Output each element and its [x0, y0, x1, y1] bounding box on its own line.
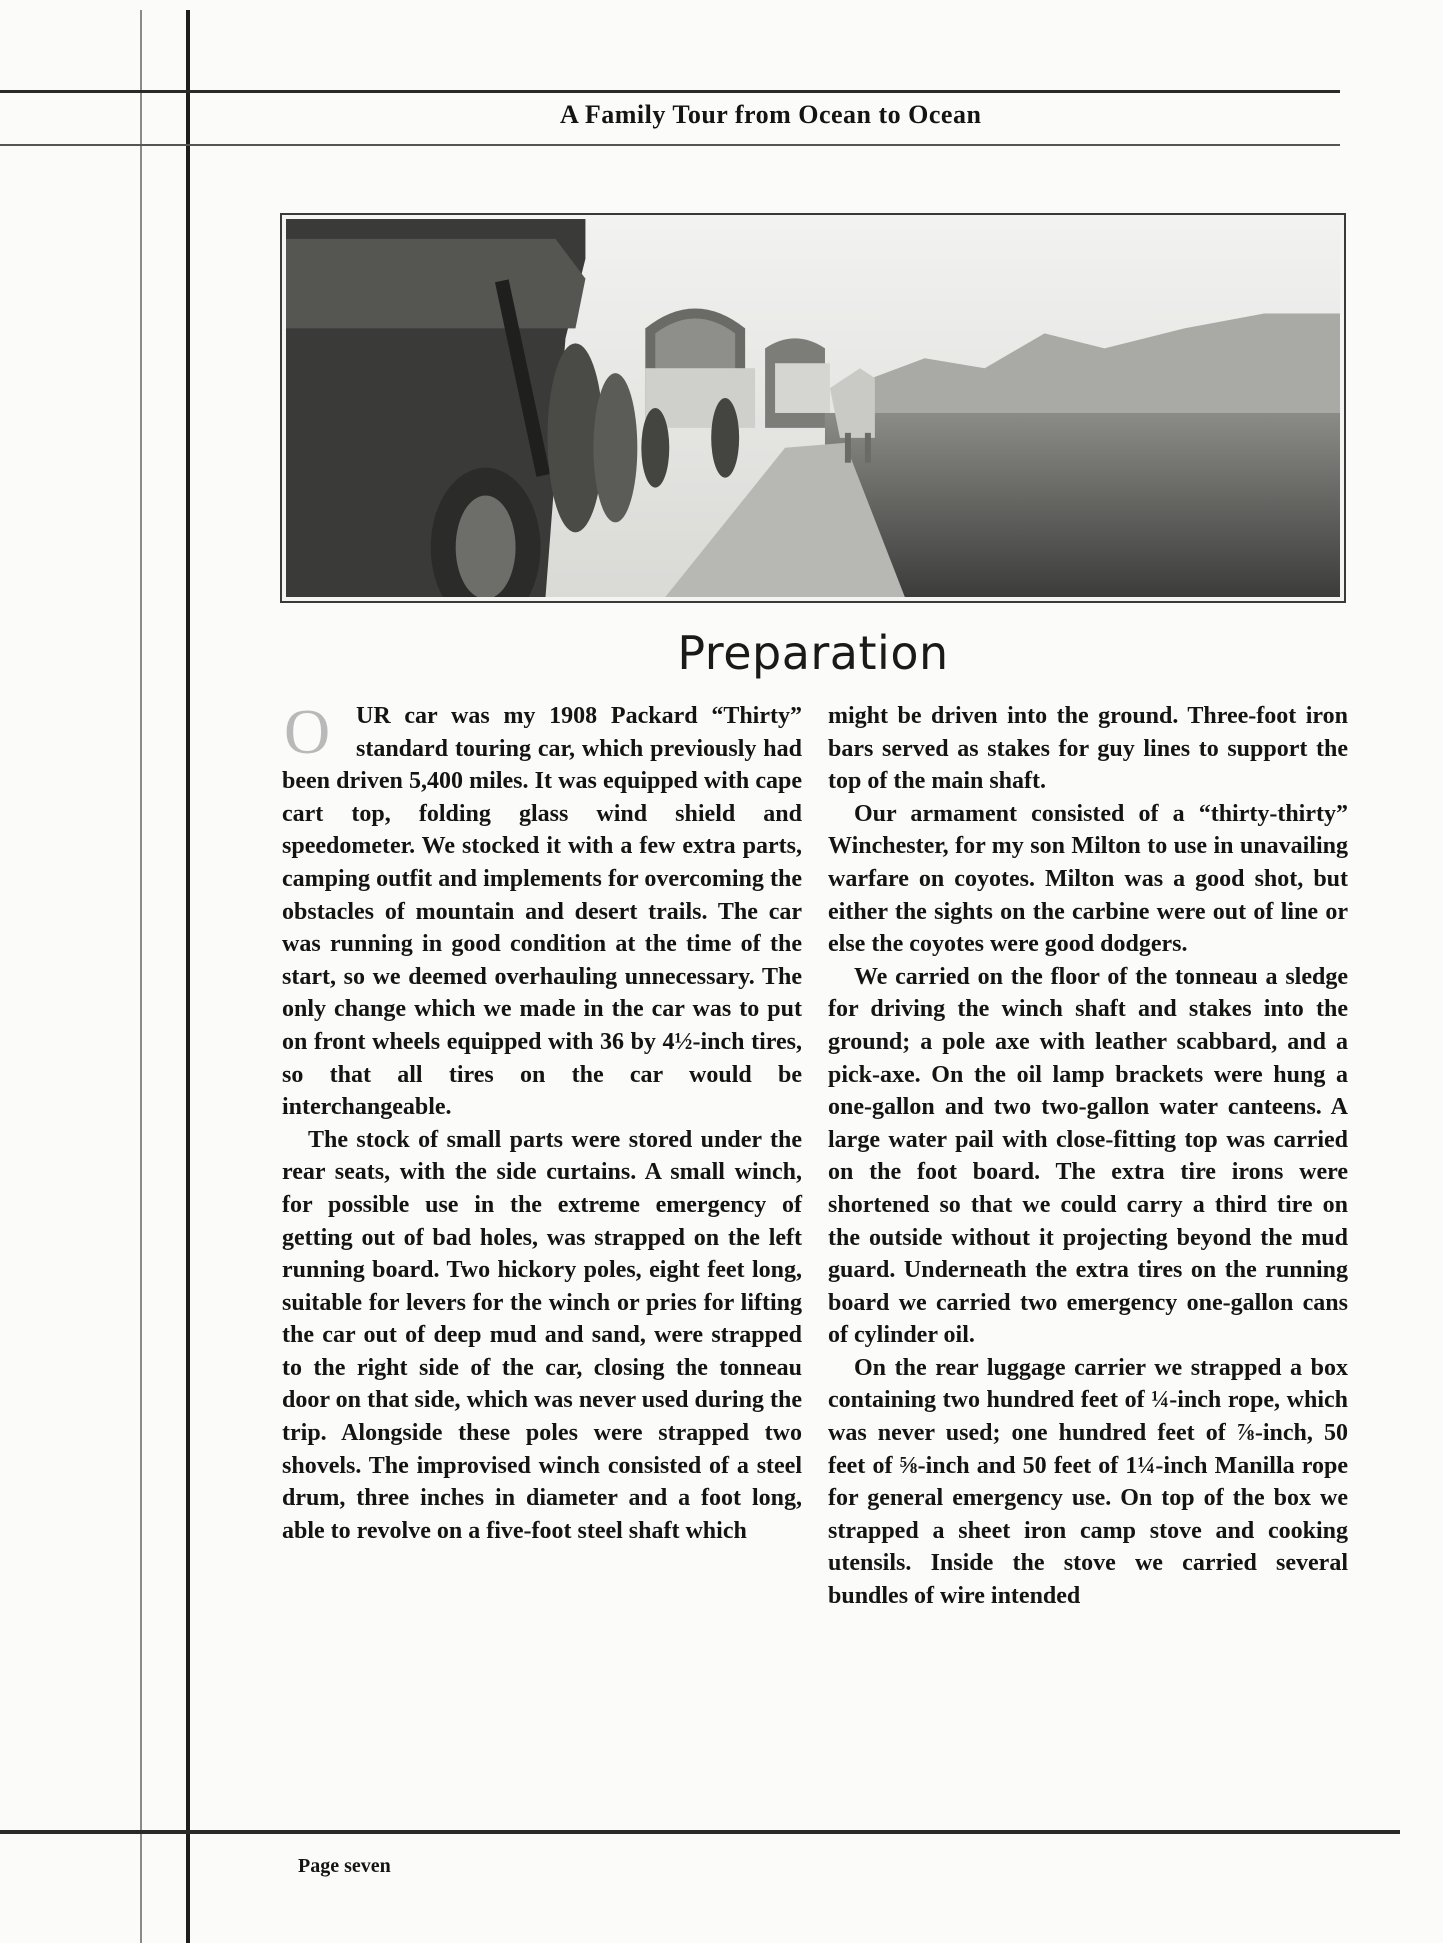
article-title: Preparation [677, 626, 949, 680]
paragraph: UR car was my 1908 Packard “Thirty” standard touring car, which previously had been driven 5,400 miles. It was equipped with cape cart top, folding glass wind shield and speedometer. We stocked it with a few extra parts, camping outfit and implements for overcoming the obstacles of mountain and desert trails. The car was running in good condition at the time of the start, so we deemed overhauling unnecessary. The only change which we made in the car was to put on front wheels equipped with 36 by 4½-inch tires, so that all tires on the car would be interchangeable. [282, 703, 802, 1121]
header-rule-bottom [0, 144, 1340, 146]
paragraph: might be driven into the ground. Three-foot iron bars served as stakes for guy lines to support the top of the main shaft. [828, 703, 1348, 795]
margin-rule-left [186, 10, 190, 1943]
footer-rule [0, 1830, 1400, 1834]
drop-cap-letter: O [284, 696, 331, 767]
article-photo [280, 213, 1346, 603]
photo-touring-car-and-covered-wagons-icon [286, 219, 1340, 597]
article-column-left [282, 696, 802, 1547]
paragraph: Our armament consisted of a “thirty-thirty” Winchester, for my son Milton to use in unavailing warfare on coyotes. Milton was a good shot, but either the sights on the carbine were out of line or else the coyotes were good dodgers. [828, 800, 1348, 958]
header-rule-top [0, 90, 1340, 93]
page-number: Page seven [298, 1855, 391, 1877]
running-title: A Family Tour from Ocean to Ocean [560, 100, 982, 129]
paragraph: The stock of small parts were stored under the rear seats, with the side curtains. A small winch, for possible use in the extreme emergency of getting out of bad holes, was strapped on the left running board. Two hickory poles, eight feet long, suitable for levers for the winch or pries for lifting the car out of deep mud and sand, were strapped to the right side of the car, closing the tonneau door on that side, which was never used during the trip. Alongside these poles were strapped two shovels. The improvised winch consisted of a steel drum, three inches in diameter and a foot long, able to revolve on a five-foot steel shaft which [282, 1126, 802, 1544]
margin-rule-outer [140, 10, 142, 1943]
paragraph: On the rear luggage carrier we strapped a box containing two hundred feet of ¼-inch rope, which was never used; one hundred feet of ⅞-inch, 50 feet of ⅝-inch and 50 feet of 1¼-inch Manilla rope for general emergency use. On top of the box we strapped a sheet iron camp stove and cooking utensils. Inside the stove we carried several bundles of wire intended [828, 1354, 1348, 1610]
paragraph: We carried on the floor of the tonneau a sledge for driving the winch shaft and stakes into the ground; a pole axe with leather scabbard, and a pick-axe. On the oil lamp brackets were hung a one-gallon and two two-gallon water canteens. A large water pail with close-fitting top was carried on the foot board. The extra tire irons were shortened so that we could carry a third tire on the outside without it projecting beyond the mud guard. Underneath the extra tires on the running board we carried two emergency one-gallon cans of cylinder oil. [828, 963, 1348, 1349]
drop-cap [282, 696, 354, 767]
article-column-right [828, 700, 1348, 1613]
